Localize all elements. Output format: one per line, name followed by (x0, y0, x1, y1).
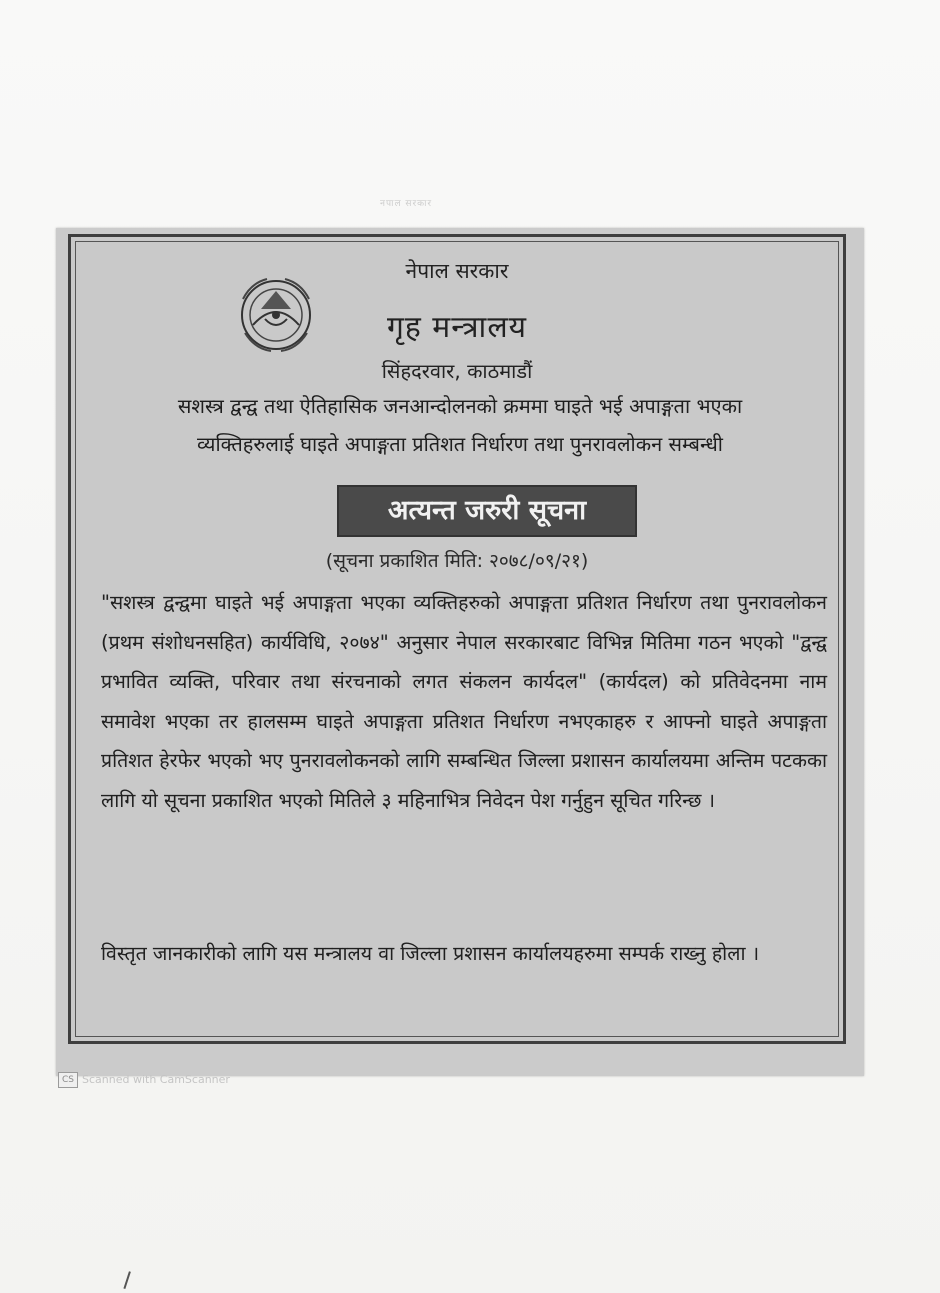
ministry-name: गृह मन्त्रालय (386, 310, 528, 345)
pen-mark (123, 1271, 136, 1291)
notice-paragraph-contact: विस्तृत जानकारीको लागि यस मन्त्रालय वा जिल्ला प्रशासन कार्यालयहरुमा सम्पर्क राख्नु होला । (101, 942, 760, 965)
camscanner-logo-icon: CS (58, 1072, 78, 1088)
notice-subject (101, 387, 819, 463)
subject-line-1: सशस्त्र द्वन्द्व तथा ऐतिहासिक जनआन्दोलनको क्रममा घाइते भई अपाङ्गता भएका (177, 394, 743, 418)
notice-frame (68, 234, 846, 1044)
ministry-location: सिंहदरवार, काठमाडौं (381, 359, 533, 383)
urgent-notice-headline: अत्यन्त जरुरी सूचना (337, 485, 637, 537)
government-name: नेपाल सरकार (405, 259, 509, 283)
subject-line-2: व्यक्तिहरुलाई घाइते अपाङ्गता प्रतिशत निर्धारण तथा पुनरावलोकन सम्बन्धी (197, 432, 723, 456)
faint-bleedthrough-text: नपाल सरकार (380, 199, 433, 209)
newspaper-clipping (56, 228, 864, 1076)
notice-paragraph-main: "सशस्त्र द्वन्द्वमा घाइते भई अपाङ्गता भएका व्यक्तिहरुको अपाङ्गता प्रतिशत निर्धारण तथा पुनरावलोकन (प्रथम संशोधनसहित) कार्यविधि, २०७४" अनुसार नेपाल सरकारबाट विभिन्न मितिमा गठन भएको "द्वन्द्व प्रभावित व्यक्ति, परिवार तथा संरचनाको लगत संकलन कार्यदल" (कार्यदल) को प्रतिवेदनमा नाम समावेश भएका तर हालसम्म घाइते अपाङ्गता प्रतिशत निर्धारण नभएकाहरु र आफ्नो घाइते अपाङ्गता प्रतिशत हेरफेर भएको भए पुनरावलोकनको लागि सम्बन्धित जिल्ला प्रशासन कार्यालयमा अन्तिम पटकका लागि यो सूचना प्रकाशित भएको मितिले ३ महिनाभित्र निवेदन पेश गर्नुहुन सूचित गरिन्छ । (101, 591, 827, 812)
camscanner-watermark: Scanned with CamScanner (82, 1073, 230, 1086)
publication-date: (सूचना प्रकाशित मिति: २०७८/०९/२१) (325, 550, 589, 572)
